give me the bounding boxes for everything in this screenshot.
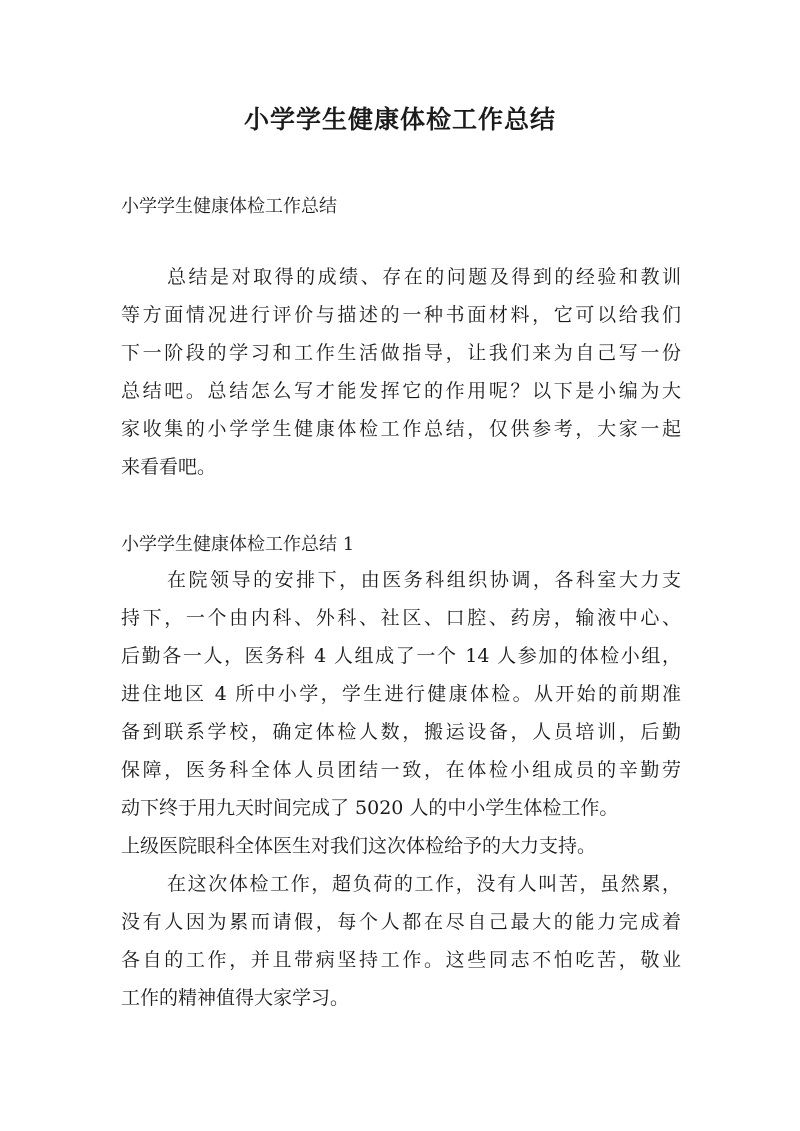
document-title: 小学学生健康体检工作总结 (243, 105, 556, 134)
section-1-line: 在这次体检工作，超负荷的工作，没有人叫苦，虽然累， (167, 873, 681, 895)
intro-line: 总结吧。总结怎么写才能发挥它的作用呢？以下是小编为大 (121, 380, 681, 402)
section-1-line: 没有人因为累而请假，每个人都在尽自己最大的能力完成着 (121, 911, 681, 933)
document-subtitle: 小学学生健康体检工作总结 (121, 196, 337, 217)
section-1-line: 在院领导的安排下，由医务科组织协调，各科室大力支 (167, 569, 681, 591)
section-1-line: 动下终于用九天时间完成了 5020 人的中小学生体检工作。 (121, 797, 619, 819)
intro-line: 等方面情况进行评价与描述的一种书面材料，它可以给我们 (121, 304, 681, 326)
intro-line: 总结是对取得的成绩、存在的问题及得到的经验和教训 (167, 266, 681, 288)
section-1-line: 进住地区 4 所中小学，学生进行健康体检。从开始的前期准 (121, 683, 681, 705)
section-1-line: 上级医院眼科全体医生对我们这次体检给予的大力支持。 (121, 835, 597, 857)
section-1-line: 持下，一个由内科、外科、社区、口腔、药房，输液中心、 (121, 607, 681, 629)
section-heading: 小学学生健康体检工作总结 1 (121, 534, 355, 555)
intro-line: 下一阶段的学习和工作生活做指导，让我们来为自己写一份 (121, 342, 681, 364)
section-1-line: 保障，医务科全体人员团结一致，在体检小组成员的辛勤劳 (121, 759, 681, 781)
section-1-line: 各自的工作，并且带病坚持工作。这些同志不怕吃苦，敬业 (121, 949, 681, 971)
section-1-line: 工作的精神值得大家学习。 (121, 987, 350, 1009)
intro-line: 家收集的小学学生健康体检工作总结，仅供参考，大家一起 (121, 418, 681, 440)
section-1-line: 后勤各一人，医务科 4 人组成了一个 14 人参加的体检小组， (121, 645, 681, 667)
intro-line: 来看看吧。 (121, 456, 217, 478)
section-1-line: 备到联系学校，确定体检人数，搬运设备，人员培训，后勤 (121, 721, 681, 743)
